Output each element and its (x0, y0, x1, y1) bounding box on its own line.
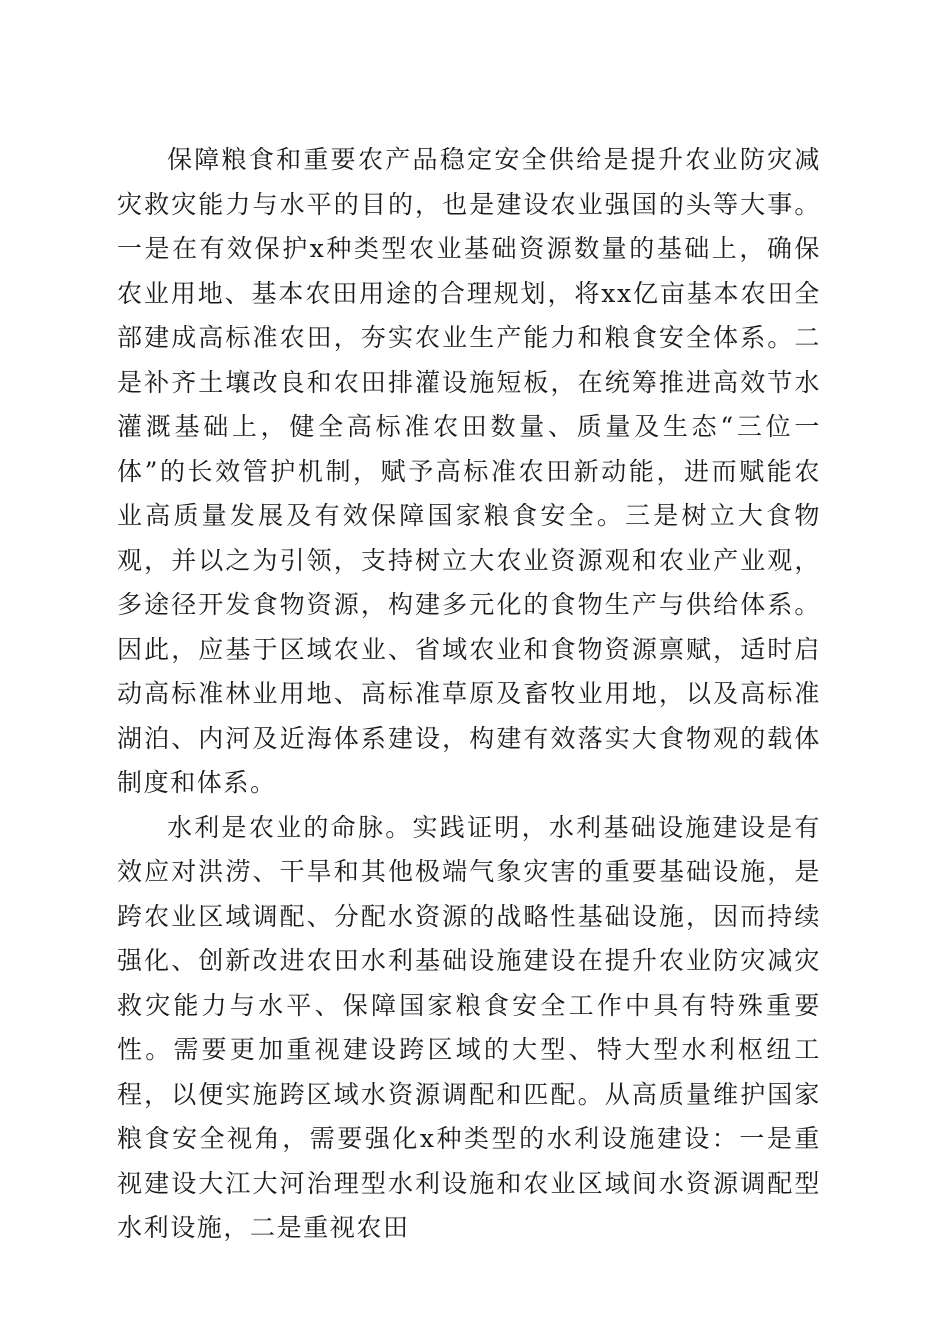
paragraph-water-conservancy: 水利是农业的命脉。实践证明，水利基础设施建设是有效应对洪涝、干旱和其他极端气象灾害的重要基础设施，是跨农业区域调配、分配水资源的战略性基础设施，因而持续强化、创新改进农田水利基础设施建设在提升农业防灾减灾救灾能力与水平、保障国家粮食安全工作中具有特殊重要性。需要更加重视建设跨区域的大型、特大型水利枢纽工程，以便实施跨区域水资源调配和匹配。从高质量维护国家粮食安全视角，需要强化x种类型的水利设施建设：一是重视建设大江大河治理型水利设施和农业区域间水资源调配型水利设施，二是重视农田 (117, 812, 821, 1242)
document-body (117, 138, 821, 1251)
paragraph-grain-security: 保障粮食和重要农产品稳定安全供给是提升农业防灾减灾救灾能力与水平的目的，也是建设农业强国的头等大事。一是在有效保护x种类型农业基础资源数量的基础上，确保农业用地、基本农田用途的合理规划，将xx亿亩基本农田全部建成高标准农田，夯实农业生产能力和粮食安全体系。二是补齐土壤改良和农田排灌设施短板，在统筹推进高效节水灌溉基础上，健全高标准农田数量、质量及生态“三位一体”的长效管护机制，赋予高标准农田新动能，进而赋能农业高质量发展及有效保障国家粮食安全。三是树立大食物观，并以之为引领，支持树立大农业资源观和农业产业观，多途径开发食物资源，构建多元化的食物生产与供给体系。因此，应基于区域农业、省域农业和食物资源禀赋，适时启动高标准林业用地、高标准草原及畜牧业用地，以及高标准湖泊、内河及近海体系建设，构建有效落实大食物观的载体制度和体系。 (117, 145, 821, 797)
